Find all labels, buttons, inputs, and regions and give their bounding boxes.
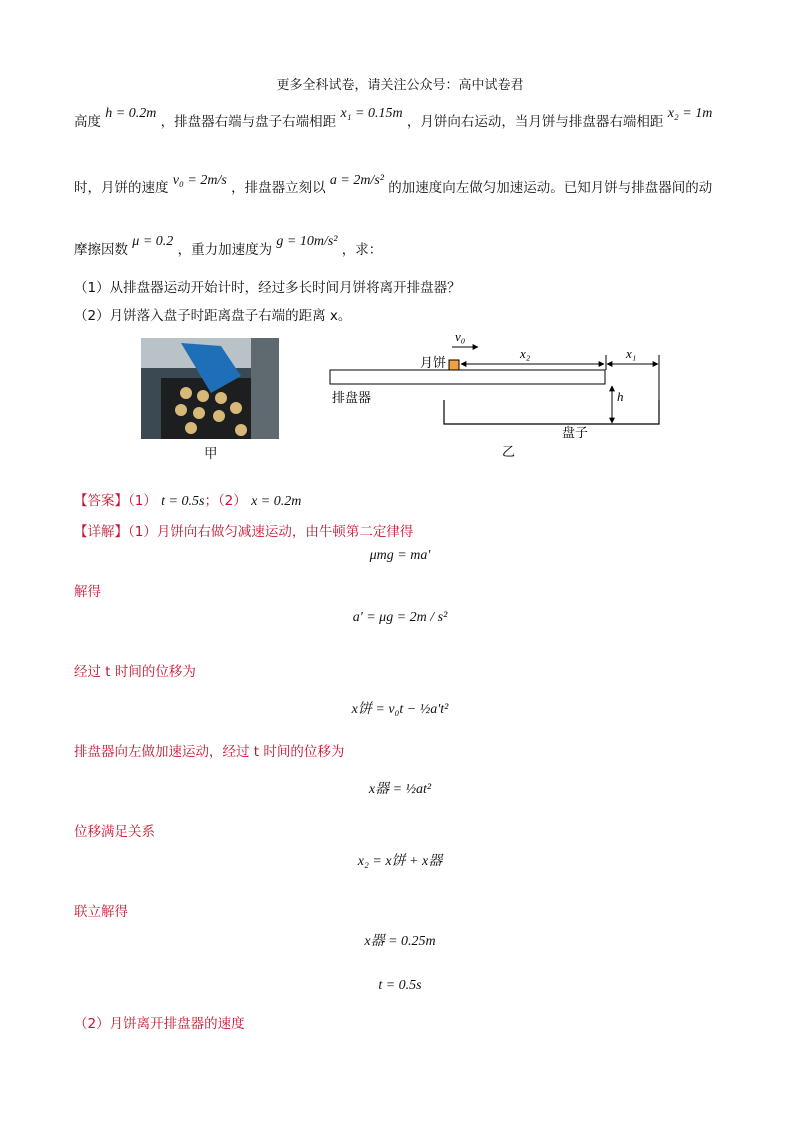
eq-deceleration: a' = μg = 2m / s² [352,610,448,625]
text-solve: 解得 [74,584,101,600]
problem-line-2: 时，月饼的速度 v₀ = 2m/s ，排盘器立刻以 a = 2m/s² 的加速度向左做匀加速运动。已知月饼与排盘器间的动 [74,173,713,196]
question-1: （1）从排盘器运动开始计时，经过多长时间月饼将离开排盘器？ [74,280,461,296]
eq-newton: μmg = ma' [369,548,431,563]
mooncake-block [449,360,459,370]
h-label: h [617,389,624,404]
x2-label: x₂ [520,346,531,361]
problem-line-3: 摩擦因数 μ = 0.2 ，重力加速度为 g = 10m/s² ，求： [74,234,383,258]
eq-mu: μ = 0.2 [132,234,174,249]
x1-label: x₁ [626,346,637,361]
page-header: 更多全科试卷，请关注公众号：高中试卷君 [276,78,524,93]
eq-x2: x₂ = 1m [667,106,713,121]
eq-x-sorter: x器 = ½at² [368,782,432,797]
mooncake-label: 月饼 [420,356,447,371]
plate-outline [444,400,659,424]
eq-v0: v₀ = 2m/s [172,173,227,188]
question-2: （2）月饼落入盘子时距离盘子右端的距离 x。 [74,308,352,324]
text-part2: （2）月饼离开排盘器的速度 [74,1016,245,1032]
diagram-yi [320,325,680,465]
answer-2: x = 0.2m [251,494,302,509]
text-displacement-sorter: 排盘器向左做加速运动，经过 t 时间的位移为 [74,744,345,760]
label-jia: 甲 [204,446,218,462]
production-line-photo [141,338,279,439]
answer-1: t = 0.5s [161,494,205,509]
detail-intro: 【详解】（1）月饼向右做匀减速运动，由牛顿第二定律得 [74,524,414,540]
answer-line: 【答案】（1） t = 0.5s；（2） x = 0.2m [74,493,302,509]
v0-label: v₀ [455,329,466,344]
problem-line-1: 高度 h = 0.2m ，排盘器右端与盘子右端相距 x₁ = 0.15m ，月饼向右运动，当月饼与排盘器右端相距 x₂ = 1m [74,106,713,130]
eq-x-cake: x饼 = v₀t − ½a't² [351,702,449,717]
text-displacement-cake: 经过 t 时间的位移为 [74,664,196,680]
text-combine: 联立解得 [74,904,128,920]
eq-t-value: t = 0.5s [378,978,422,993]
plate-label: 盘子 [562,426,589,441]
eq-x-sorter-value: x器 = 0.25m [364,934,436,949]
text-relation: 位移满足关系 [74,824,155,840]
eq-x1: x₁ = 0.15m [340,106,403,121]
eq-h: h = 0.2m [105,106,157,121]
sorter-board [330,370,605,384]
eq-acc: a = 2m/s² [329,173,384,188]
label-yi: 乙 [502,445,516,460]
photo-jia [141,338,279,439]
sorter-label: 排盘器 [332,391,372,406]
eq-relation: x₂ = x饼 + x器 [357,854,443,869]
eq-g: g = 10m/s² [276,234,338,249]
